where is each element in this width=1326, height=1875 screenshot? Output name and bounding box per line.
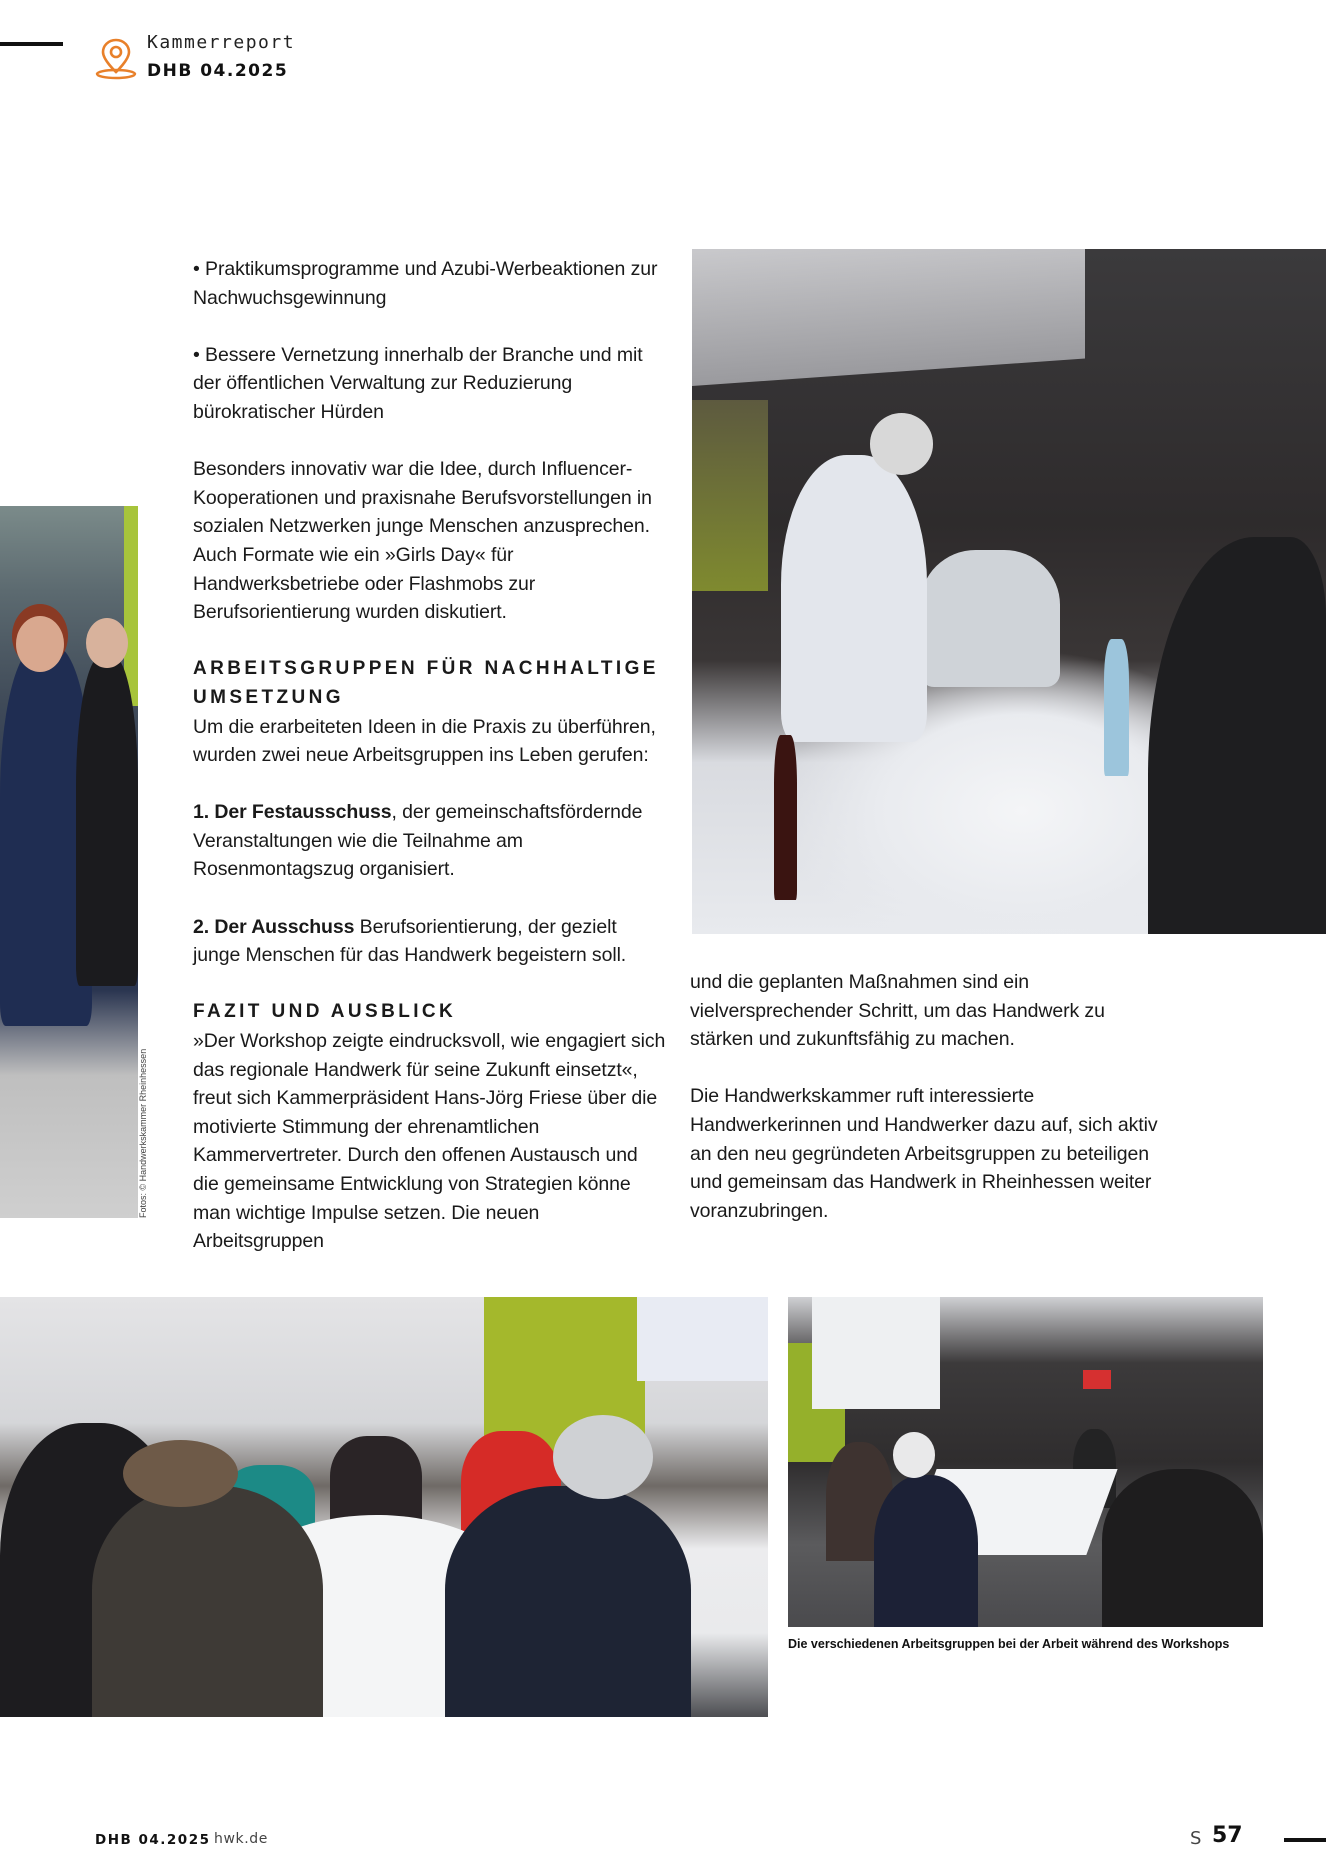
numbered-item [193,798,667,884]
paragraph: Besonders innovativ war die Idee, durch Influencer-Kooperationen und praxisnahe Berufsvorstellungen in sozialen Netzwerken junge Menschen anzusprechen. Auch Formate wie ein »Girls Day« für Handwerksbetriebe oder Flashmobs zur Berufsorientierung wurden diskutiert. [193,458,652,624]
page-number: 57 [1212,1823,1243,1848]
article-column-right [690,968,1164,1225]
issue-label: DHB 04.2025 [147,61,289,81]
footer-url-link[interactable]: hwk.de [214,1831,268,1847]
section-kicker: Kammerreport [147,32,296,53]
numbered-item-text: Berufsorientierung, der gezielt junge Menschen für das Handwerk begeistern soll. [193,915,627,967]
photo-workshop-table-writing [692,249,1326,934]
footer-issue: DHB 04.2025 [95,1832,211,1848]
header-rule [0,42,63,46]
page-prefix: S [1190,1828,1202,1849]
numbered-item-title: 2. Der Ausschuss [193,915,355,938]
footer-rule [1284,1838,1326,1842]
photo-round-table-group [0,1297,768,1717]
bullet-item: • Praktikumsprogramme und Azubi-Werbeaktionen zur Nachwuchsgewinnung [193,258,658,309]
paragraph: und die geplanten Maßnahmen sind ein vielversprechender Schritt, um das Handwerk zu stärken und zukunftsfähig zu machen. [690,971,1105,1051]
bullet-item: • Bessere Vernetzung innerhalb der Branche und mit der öffentlichen Verwaltung zur Reduzierung bürokratischer Hürden [193,343,643,423]
section-heading: FAZIT UND AUSBLICK [193,1001,457,1023]
location-pin-icon [95,36,137,80]
photo-square-table-group [788,1297,1263,1627]
numbered-item-text: , der gemeinschaftsfördernde Veranstaltungen wie die Teilnahme am Rosenmontagszug organisiert. [193,801,643,881]
photo-credit: Fotos: © Handwerkskammer Rheinhessen [138,1048,148,1218]
numbered-item [193,913,667,970]
article-column-left [193,255,667,1256]
paragraph: »Der Workshop zeigte eindrucksvoll, wie engagiert sich das regionale Handwerk für seine Zukunft einsetzt«, freut sich Kammerpräsident Hans-Jörg Friese über die motivierte Stimmung der ehrenamtlichen Kammervertreter. Durch den offenen Austausch und die gemeinsame Entwicklung von Strategien könne man wichtige Impulse setzen. Die neuen Arbeitsgruppen [193,1030,666,1253]
paragraph: Die Handwerkskammer ruft interessierte Handwerkerinnen und Handwerker dazu auf, sich aktiv an den neu gegründeten Arbeitsgruppen zu beteiligen und gemeinsam das Handwerk in Rheinhessen weiter voranzubringen. [690,1085,1158,1222]
photo-caption: Die verschiedenen Arbeitsgruppen bei der Arbeit während des Workshops [788,1637,1230,1651]
photo-group-portrait [0,506,138,1218]
numbered-item-title: 1. Der Festausschuss [193,801,392,824]
section-heading: ARBEITSGRUPPEN FÜR NACHHALTIGE UMSETZUNG [193,658,659,708]
paragraph: Um die erarbeiteten Ideen in die Praxis zu überführen, wurden zwei neue Arbeitsgruppen ins Leben gerufen: [193,715,656,767]
